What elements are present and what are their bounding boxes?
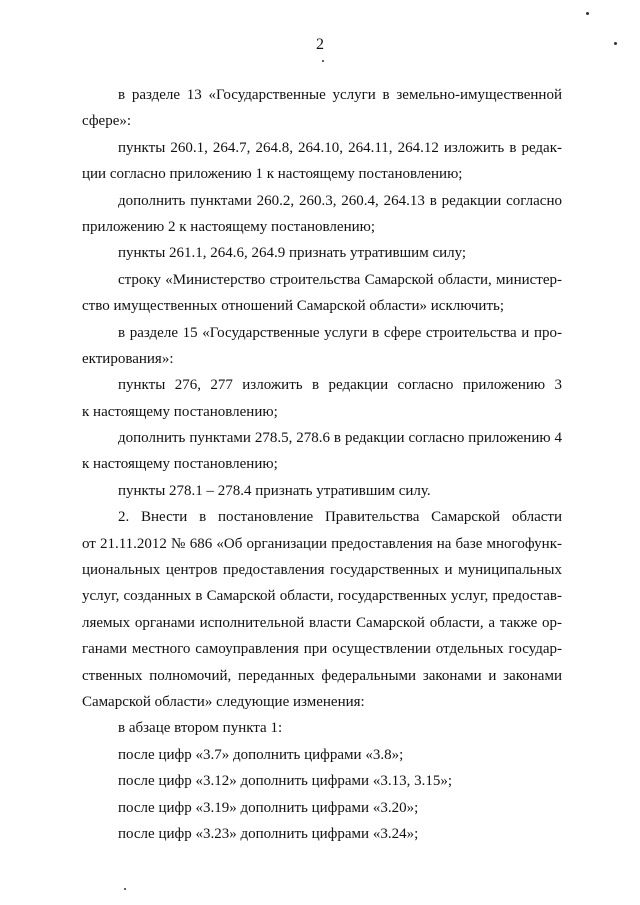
paragraph-line: ганами местного самоуправления при осуществлении отдельных государ- <box>82 641 562 658</box>
paragraph-line: от 21.11.2012 № 686 «Об организации предоставления на базе многофунк- <box>82 535 562 552</box>
paragraph-line: ство имущественных отношений Самарской области» исключить; <box>82 298 505 315</box>
paragraph-line: пункты 276, 277 изложить в редакции согласно приложению 3 <box>118 377 562 394</box>
scan-speck <box>322 60 324 62</box>
paragraph-line: ции согласно приложению 1 к настоящему постановлению; <box>82 166 463 183</box>
paragraph-line: в абзаце втором пункта 1: <box>118 720 283 737</box>
paragraph-line: дополнить пунктами 278.5, 278.6 в редакции согласно приложению 4 <box>118 430 562 447</box>
paragraph-line: 2. Внести в постановление Правительства Самарской области <box>118 509 562 526</box>
paragraph-line: после цифр «3.23» дополнить цифрами «3.24»; <box>118 825 419 842</box>
scan-speck <box>614 42 617 45</box>
scan-speck <box>124 888 126 890</box>
document-body <box>82 82 562 847</box>
paragraph-line: в разделе 13 «Государственные услуги в земельно-имущественной <box>118 87 562 103</box>
paragraph-line: сфере»: <box>82 113 132 130</box>
paragraph-line: пункты 261.1, 264.6, 264.9 признать утратившим силу; <box>118 245 467 262</box>
paragraph-line: услуг, созданных в Самарской области, государственных услуг, предостав- <box>82 588 562 605</box>
paragraph-line: после цифр «3.19» дополнить цифрами «3.20»; <box>118 799 419 816</box>
page-number: 2 <box>316 36 324 53</box>
paragraph-line: пункты 260.1, 264.7, 264.8, 264.10, 264.11, 264.12 изложить в редак- <box>118 139 562 156</box>
paragraph-line: после цифр «3.12» дополнить цифрами «3.13, 3.15»; <box>118 773 452 790</box>
scan-speck <box>586 12 589 15</box>
paragraph-line: в разделе 15 «Государственные услуги в сфере строительства и про- <box>118 324 562 341</box>
paragraph-line: пункты 278.1 – 278.4 признать утратившим силу. <box>118 482 431 499</box>
paragraph-line: после цифр «3.7» дополнить цифрами «3.8»; <box>118 746 404 763</box>
paragraph-line: к настоящему постановлению; <box>82 403 278 420</box>
paragraph-line: ектирования»: <box>82 350 174 367</box>
paragraph-line: дополнить пунктами 260.2, 260.3, 260.4, 264.13 в редакции согласно <box>118 192 562 209</box>
paragraph-line: ляемых органами исполнительной власти Самарской области, а также ор- <box>82 614 562 631</box>
paragraph-line: циональных центров предоставления государственных и муниципальных <box>82 562 562 579</box>
paragraph-line: Самарской области» следующие изменения: <box>82 693 365 710</box>
paragraph-line: приложению 2 к настоящему постановлению; <box>82 218 375 235</box>
paragraph-line: к настоящему постановлению; <box>82 456 278 473</box>
paragraph-line: строку «Министерство строительства Самарской области, министер- <box>118 271 562 288</box>
paragraph-line: ственных полномочий, переданных федеральными законами и законами <box>82 667 562 684</box>
